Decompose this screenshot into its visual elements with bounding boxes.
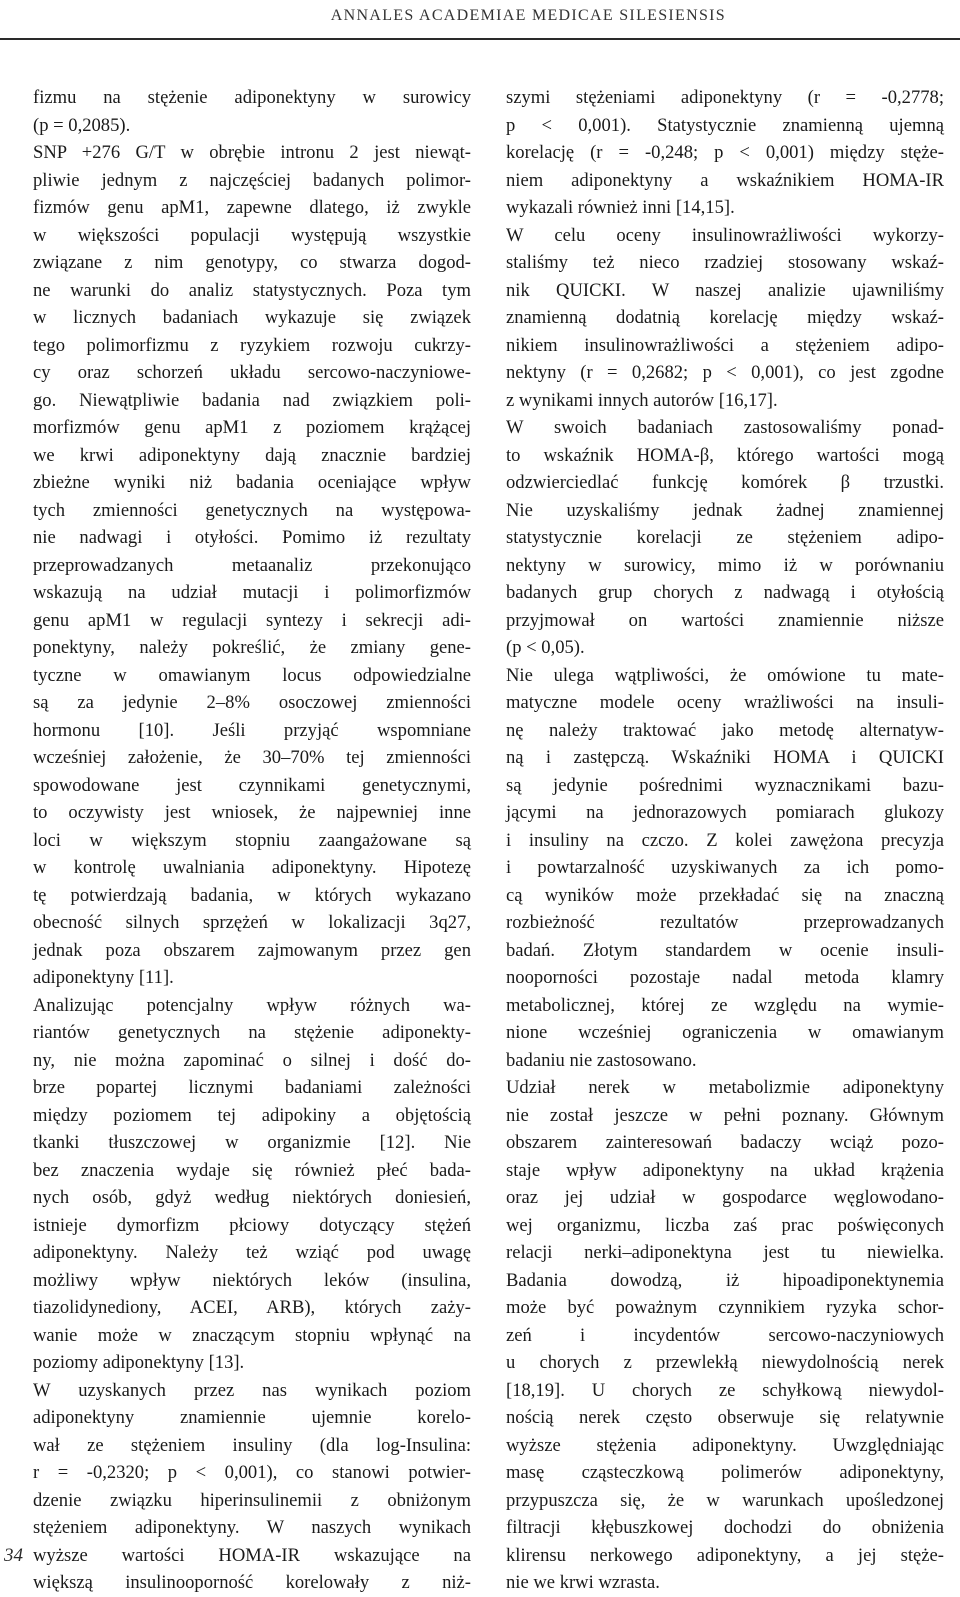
- text-line: to wskaźnik HOMA-β, którego wartości mogą: [506, 444, 944, 466]
- text-line: są za jedynie 2–8% osoczowej zmienności: [33, 692, 471, 713]
- text-line: poziomy adiponektyny [13].: [33, 1352, 245, 1373]
- text-line: dzenie związku hiperinsulinemii z obniżonym: [33, 1489, 471, 1511]
- text-line: ną i zastępczą. Wskaźniki HOMA i QUICKI: [506, 747, 944, 768]
- text-line: wał ze stężeniem insuliny (dla log-Insulina:: [33, 1434, 471, 1456]
- text-line: zeń i incydentów sercowo-naczyniowych: [506, 1324, 944, 1346]
- text-line: p < 0,001). Statystycznie znamienną ujemną: [506, 114, 944, 136]
- text-line: nie we krwi wzrasta.: [506, 1572, 660, 1593]
- text-line: Udział nerek w metabolizmie adiponektyny: [506, 1077, 944, 1098]
- text-line: pliwie jednym z najczęściej badanych polimor-: [33, 169, 471, 191]
- text-line: obszarem zainteresowań badaczy wciąż pozo-: [506, 1132, 944, 1153]
- text-line: fizmów genu apM1, zapewne dlatego, iż zwykle: [33, 197, 471, 218]
- text-line: znamienną dodatnią korelację między wskaź-: [506, 307, 944, 328]
- text-line: statystycznie korelacji ze stężeniem adipo-: [506, 527, 944, 548]
- text-line: Analizując potencjalny wpływ różnych wa-: [33, 994, 471, 1016]
- text-line: relacji nerki–adiponektyna jest tu niewielka.: [506, 1242, 944, 1263]
- text-line: z wynikami innych autorów [16,17].: [506, 389, 778, 411]
- text-line: badanych grup chorych z nadwagą i otyłością: [506, 582, 944, 603]
- text-line: r = -0,2320; p < 0,001), co stanowi potwier-: [33, 1462, 471, 1483]
- text-line: loci w większym stopniu zaangażowane są: [33, 829, 471, 851]
- text-line: [18,19]. U chorych ze schyłkową niewydol-: [506, 1379, 944, 1401]
- journal-title: ANNALES ACADEMIAE MEDICAE SILESIENSIS: [330, 7, 726, 24]
- text-line: u chorych z przewlekłą niewydolnością nerek: [506, 1352, 944, 1373]
- text-line: nę należy traktować jako metodę alternatyw-: [506, 719, 944, 741]
- page-number: 34: [4, 1545, 23, 1566]
- text-line: to oczywisty jest wniosek, że najpewniej inne: [33, 802, 471, 823]
- text-line: klirensu nerkowego adiponektyny, a jej stęże-: [506, 1544, 944, 1566]
- text-line: korelację (r = -0,248; p < 0,001) między stęże-: [506, 142, 944, 163]
- text-line: tyczne w omawianym locus odpowiedzialne: [33, 664, 471, 686]
- left-text-column: [33, 84, 471, 1597]
- text-line: wcześniej założenie, że 30–70% tej zmienności: [33, 747, 471, 768]
- text-line: istnieje dymorfizm płciowy dotyczący stężeń: [33, 1214, 471, 1236]
- text-line: przeprowadzanych metaanaliz przekonująco: [33, 554, 471, 576]
- text-line: rozbieżność rezultatów przeprowadzanych: [506, 912, 944, 933]
- text-line: SNP +276 G/T w obrębie intronu 2 jest niewąt-: [33, 142, 471, 163]
- text-line: w licznych badaniach wykazuje się związek: [33, 307, 471, 328]
- text-line: masę cząsteczkową polimerów adiponektyny,: [506, 1462, 944, 1483]
- text-line: Nie uzyskaliśmy jednak żadnej znamiennej: [506, 499, 944, 521]
- text-line: ponektyny, należy pokreślić, że zmiany gene-: [33, 637, 471, 658]
- text-line: stężeniem adiponektyny. W naszych wynikach: [33, 1517, 471, 1538]
- text-line: (p < 0,05).: [506, 637, 585, 658]
- text-line: we krwi adiponektyny dają znacznie bardziej: [33, 444, 471, 466]
- text-line: badaniu nie zastosowano.: [506, 1049, 697, 1071]
- text-line: nikiem insulinowrażliwości a stężeniem adipo-: [506, 334, 944, 356]
- text-line: bez znaczenia wydaje się również płeć bada-: [33, 1159, 471, 1181]
- text-line: fizmu na stężenie adiponektyny w surowicy: [33, 87, 471, 108]
- text-line: może być poważnym czynnikiem ryzyka schor-: [506, 1297, 944, 1318]
- text-line: staliśmy też nieco rzadziej stosowany wskaź-: [506, 252, 944, 273]
- text-line: W swoich badaniach zastosowaliśmy ponad-: [506, 417, 944, 438]
- text-line: filtracji kłębuszkowej dochodzi do obniżenia: [506, 1517, 944, 1538]
- text-line: jednak poza obszarem zajmowanym przez gen: [33, 939, 471, 961]
- text-line: badań. Złotym standardem w ocenie insuli-: [506, 939, 944, 961]
- text-line: większą insulinooporność korelowały z niż-: [33, 1572, 471, 1593]
- text-line: wyższe stężenia adiponektyny. Uwzględniając: [506, 1434, 944, 1456]
- text-line: wanie może w znaczącym stopniu wpłynąć na: [33, 1324, 471, 1346]
- text-line: nione wcześniej ograniczenia w omawianym: [506, 1022, 944, 1043]
- text-line: cą wyników może przekładać się na znaczną: [506, 884, 944, 906]
- text-line: możliwy wpływ niektórych leków (insulina,: [33, 1269, 471, 1291]
- text-line: zbieżne wyniki niż badania oceniające wpływ: [33, 472, 471, 493]
- text-line: jącymi na jednorazowych pomiarach glukozy: [506, 802, 944, 823]
- text-line: nie został jeszcze w pełni poznany. Głównym: [506, 1104, 944, 1126]
- text-line: hormonu [10]. Jeśli przyjąć wspomniane: [33, 719, 471, 741]
- text-line: cy oraz schorzeń układu sercowo-naczyniowe-: [33, 362, 471, 383]
- running-head: [0, 0, 960, 40]
- text-line: W uzyskanych przez nas wynikach poziom: [33, 1379, 471, 1401]
- text-line: nością nerek często obserwuje się relatywnie: [506, 1407, 944, 1428]
- text-line: nych osób, gdyż według niektórych doniesień,: [33, 1187, 471, 1208]
- text-line: adiponektyny. Należy też wziąć pod uwagę: [33, 1242, 471, 1263]
- text-line: spowodowane jest czynnikami genetycznymi,: [33, 774, 471, 796]
- text-line: związane z nim genotypy, co stwarza dogod-: [33, 252, 471, 273]
- text-line: nik QUICKI. W naszej analizie ujawniliśmy: [506, 279, 944, 301]
- text-line: i insuliny na czczo. Z kolei zawężona precyzja: [506, 829, 944, 851]
- text-line: nie nadwagi i otyłości. Pomimo iż rezultaty: [33, 527, 471, 548]
- text-line: tych zmienności genetycznych na występowa-: [33, 499, 471, 521]
- text-line: genu apM1 w regulacji syntezy i sekrecji adi-: [33, 609, 471, 631]
- text-line: przyjmował on wartości znamiennie niższe: [506, 609, 944, 631]
- text-line: ny, nie można zapominać o silnej i dość do-: [33, 1049, 471, 1071]
- text-line: wskazują na udział mutacji i polimorfizmów: [33, 582, 471, 603]
- text-line: matyczne modele oceny wrażliwości na insuli-: [506, 692, 944, 713]
- text-line: wykazali również inni [14,15].: [506, 197, 735, 218]
- text-line: w większości populacji występują wszystkie: [33, 224, 471, 246]
- text-line: wyższe wartości HOMA-IR wskazujące na: [33, 1544, 471, 1566]
- text-line: nektyny w surowicy, mimo iż w porównaniu: [506, 554, 944, 576]
- text-line: niem adiponektyny a wskaźnikiem HOMA-IR: [506, 169, 944, 191]
- text-line: oraz jej udział w gospodarce węglowodano-: [506, 1187, 944, 1208]
- text-line: tę potwierdzają badania, w których wykazano: [33, 884, 471, 906]
- text-line: riantów genetycznych na stężenie adiponekty-: [33, 1022, 471, 1043]
- text-line: tkanki tłuszczowej w organizmie [12]. Nie: [33, 1132, 471, 1153]
- text-line: między poziomem tej adipokiny a objętością: [33, 1104, 471, 1126]
- text-line: obecność silnych sprzężeń w lokalizacji 3q27,: [33, 912, 471, 933]
- text-line: go. Niewątpliwie badania nad związkiem poli-: [33, 389, 471, 411]
- text-line: Badania dowodzą, iż hipoadiponektynemia: [506, 1269, 944, 1291]
- text-line: nektyny (r = 0,2682; p < 0,001), co jest zgodne: [506, 362, 944, 383]
- text-line: staje wpływ adiponektyny na układ krążenia: [506, 1159, 944, 1181]
- text-line: są jedynie pośrednimi wyznacznikami bazu-: [506, 774, 944, 796]
- text-line: W celu oceny insulinowrażliwości wykorzy-: [506, 224, 944, 246]
- text-line: tego polimorfizmu z ryzykiem rozwoju cukrzy-: [33, 334, 471, 356]
- text-line: odzwierciedlać funkcję komórek β trzustki.: [506, 472, 944, 493]
- text-line: szymi stężeniami adiponektyny (r = -0,2778;: [506, 87, 944, 108]
- text-line: (p = 0,2085).: [33, 114, 131, 136]
- text-line: w kontrolę uwalniania adiponektyny. Hipotezę: [33, 857, 471, 878]
- text-line: morfizmów genu apM1 z poziomem krążącej: [33, 417, 471, 438]
- text-line: ne warunki do analiz statystycznych. Poza tym: [33, 279, 471, 301]
- text-line: wej organizmu, liczba zaś prac poświęconych: [506, 1214, 944, 1236]
- text-line: tiazolidynediony, ACEI, ARB), których zaży-: [33, 1297, 471, 1318]
- text-line: nooporności pozostaje nadal metoda klamry: [506, 967, 944, 988]
- text-line: adiponektyny znamiennie ujemnie korelo-: [33, 1407, 471, 1428]
- text-line: przypuszcza się, że w warunkach upośledzonej: [506, 1489, 944, 1511]
- text-line: Nie ulega wątpliwości, że omówione tu mate-: [506, 664, 944, 686]
- text-line: adiponektyny [11].: [33, 967, 174, 988]
- text-line: metabolicznej, której ze względu na wymie-: [506, 994, 944, 1016]
- text-line: i powtarzalność uzyskiwanych za ich pomo-: [506, 857, 944, 878]
- text-line: brze popartej licznymi badaniami zależności: [33, 1077, 471, 1098]
- right-text-column: [506, 84, 944, 1597]
